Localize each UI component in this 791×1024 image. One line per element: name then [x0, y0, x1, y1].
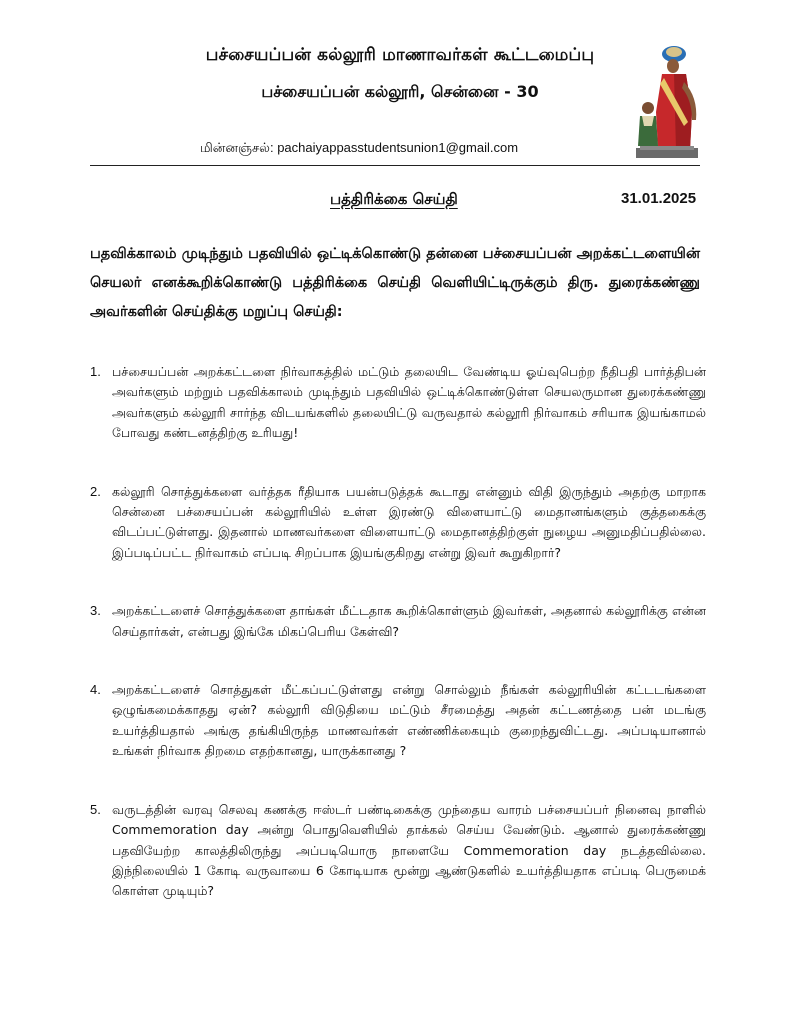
list-item	[90, 482, 706, 564]
press-heading: பத்திரிக்கை செய்தி	[330, 190, 458, 208]
list-item	[90, 362, 706, 444]
point-text: அறக்கட்டளைச் சொத்துகள் மீட்கப்பட்டுள்ளது என்று சொல்லும் நீங்கள் கல்லூரியின் கட்டடங்களை ஒழுங்கமைக்காதது ஏன்? கல்லூரி விடுதியை மட்டும் சீரமைத்து அதன் கட்டணத்தை பன் மடங்கு உயர்த்தியதால் அங்கு தங்கியிருந்த மாணவர்கள் எண்ணிக்கையும் குறைந்துவிட்டது. அப்படியானால் உங்கள் நிர்வாக திறமை எதற்கானது, யாருக்கானது ?	[112, 682, 706, 759]
header-divider	[90, 165, 700, 166]
points-list	[90, 362, 706, 940]
point-text: கல்லூரி சொத்துக்களை வர்த்தக ரீதியாக பயன்படுத்தக் கூடாது என்னும் விதி இருந்தும் அதற்கு மாறாக சென்னை பச்சையப்பன் கல்லூரியில் உள்ள இரண்டு விளையாட்டு மைதானங்களும் குத்தகைக்கு விடப்பட்டுள்ளது. இதனால் மாணவர்களை விளையாட்டு மைதானத்திற்குள் நுழைய அனுமதிப்பதில்லை. இப்படிப்பட்ட நிர்வாகம் எப்படி சிறப்பாக இயங்குகிறது என்று இவர் கூறுகிறார்?	[112, 483, 706, 560]
org-subtitle: பச்சையப்பன் கல்லூரி, சென்னை - 30	[261, 82, 539, 101]
point-text: பச்சையப்பன் அறக்கட்டளை நிர்வாகத்தில் மட்டும் தலையிட வேண்டிய ஓய்வுபெற்ற நீதிபதி பார்த்திபன் அவர்களும் மற்றும் பதவிக்காலம் முடிந்தும் பதவியில் ஒட்டிக்கொண்டுள்ள செயலருமான துரைக்கண்ணு அவர்களும் கல்லூரி சார்ந்த விடயங்களில் தலையிட்டு வருவதால் கல்லூரி நிர்வாகம் சரியாக இயங்காமல் போவது கண்டனத்திற்கு உரியது!	[112, 364, 706, 441]
list-item	[90, 800, 706, 902]
statue-figure-icon	[628, 42, 706, 162]
org-title: பச்சையப்பன் கல்லூரி மாணாவர்கள் கூட்டமைப்பு	[205, 45, 595, 65]
email-line: மின்னஞ்சல்: pachaiyappasstudentsunion1@gmail.com	[200, 140, 519, 155]
press-date: 31.01.2025	[621, 190, 697, 207]
point-text: அறக்கட்டளைச் சொத்துக்களை தாங்கள் மீட்டதாக கூறிக்கொள்ளும் இவர்கள், அதனால் கல்லூரிக்கு என்ன செய்தார்கள், என்பது இங்கே மிகப்பெரிய கேள்வி?	[112, 603, 706, 639]
point-number: 2.	[90, 483, 101, 499]
point-number: 5.	[90, 801, 101, 817]
point-number: 3.	[90, 603, 101, 619]
point-number: 4.	[90, 682, 101, 698]
point-number: 1.	[90, 364, 101, 379]
list-item	[90, 680, 706, 762]
list-item	[90, 601, 706, 642]
point-text: வருடத்தின் வரவு செலவு கணக்கு ஈஸ்டர் பண்டிகைக்கு முந்தைய வாரம் பச்சையப்பர் நினைவு நாளில் Commemoration day அன்று பொதுவெளியில் தாக்கல் செய்ய வேண்டும். ஆனால் துரைக்கண்ணு பதவியேற்ற காலத்திலிருந்து அப்படியொரு நாளையே Commemoration day நடத்தவில்லை. இந்நிலையில் 1 கோடி வருவாயை 6 கோடியாக மூன்று ஆண்டுகளில் உயர்த்தியதாக எப்படி பெருமைக் கொள்ள முடியும்?	[112, 801, 706, 899]
intro-paragraph: பதவிக்காலம் முடிந்தும் பதவியில் ஒட்டிக்கொண்டு தன்னை பச்சையப்பன் அறக்கட்டளையின் செயலர் எனக்கூறிக்கொண்டு பத்திரிக்கை செய்தி வெளியிட்டிருக்கும் திரு. துரைக்கண்ணு அவர்களின் செய்திக்கு மறுப்பு செய்தி:	[90, 246, 700, 320]
